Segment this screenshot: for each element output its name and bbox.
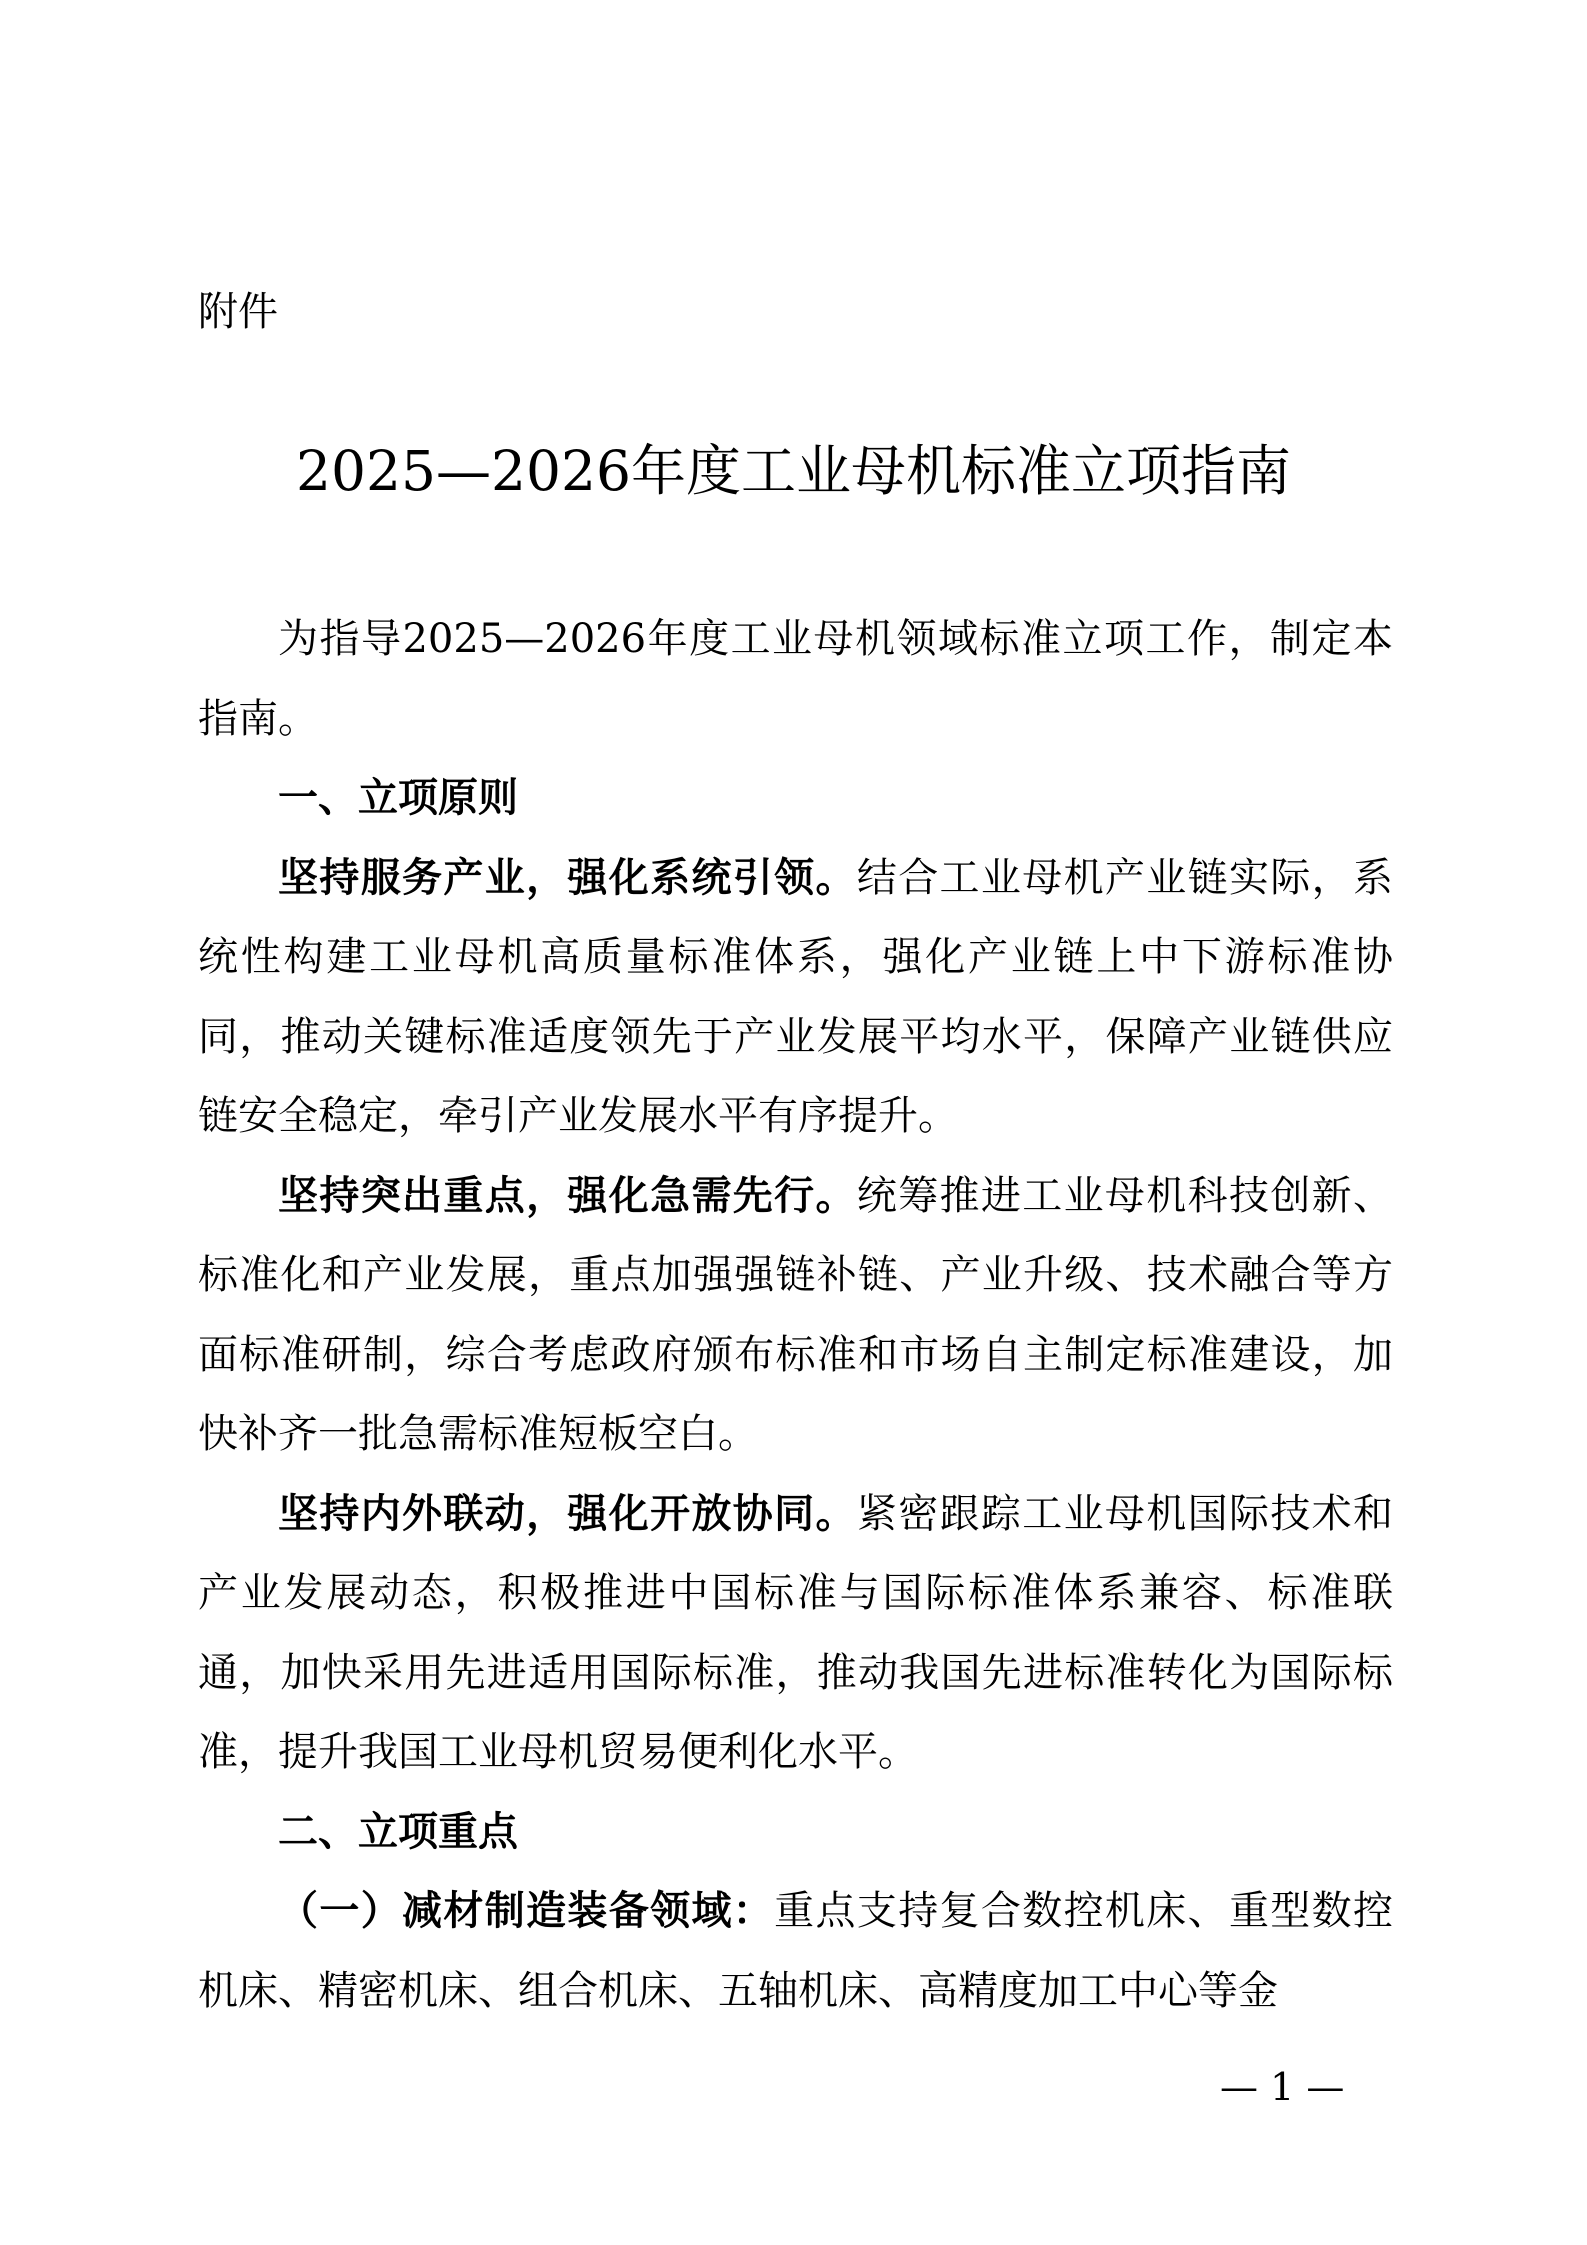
principle-text-3: 紧密跟踪工业母机国际技术和产业发展动态，积极推进中国标准与国际标准体系兼容、标准联通，加快采用先进适用国际标准，推动我国先进标准转化为国际标准，提升我国工业母机贸易便利化水平。 xyxy=(198,1490,1394,1775)
principle-paragraph-1 xyxy=(198,839,1393,1157)
intro-paragraph: 为指导2025—2026年度工业母机领域标准立项工作，制定本指南。 xyxy=(198,616,1393,742)
document-body xyxy=(198,600,1393,2031)
attachment-label: 附件 xyxy=(198,289,278,335)
principle-paragraph-2 xyxy=(198,1157,1393,1475)
focus-text-1: 重点支持复合数控机床、重型数控机床、精密机床、组合机床、五轴机床、高精度加工中心等金 xyxy=(198,1888,1394,2014)
principle-paragraph-3 xyxy=(198,1475,1393,1793)
principle-text-1: 结合工业母机产业链实际，系统性构建工业母机高质量标准体系，强化产业链上中下游标准协同，推动关键标准适度领先于产业发展平均水平，保障产业链供应链安全稳定，牵引产业发展水平有序提升。 xyxy=(198,854,1394,1139)
principle-text-2: 统筹推进工业母机科技创新、标准化和产业发展，重点加强强链补链、产业升级、技术融合等方面标准研制，综合考虑政府颁布标准和市场自主制定标准建设，加快补齐一批急需标准短板空白。 xyxy=(198,1172,1394,1457)
document-title: 2025—2026年度工业母机标准立项指南 xyxy=(296,439,1291,503)
focus-paragraph-1 xyxy=(198,1872,1393,2031)
principle-lead-3: 坚持内外联动，强化开放协同。 xyxy=(278,1490,857,1537)
page-number: — 1 — xyxy=(1220,2065,1345,2109)
section-heading-principles: 一、立项原则 xyxy=(278,775,518,821)
principle-lead-2: 坚持突出重点，强化急需先行。 xyxy=(278,1172,857,1219)
focus-lead-1: （一）减材制造装备领域： xyxy=(278,1888,775,1934)
principle-lead-1: 坚持服务产业，强化系统引领。 xyxy=(278,854,857,901)
section-heading-focus: 二、立项重点 xyxy=(278,1808,518,1855)
